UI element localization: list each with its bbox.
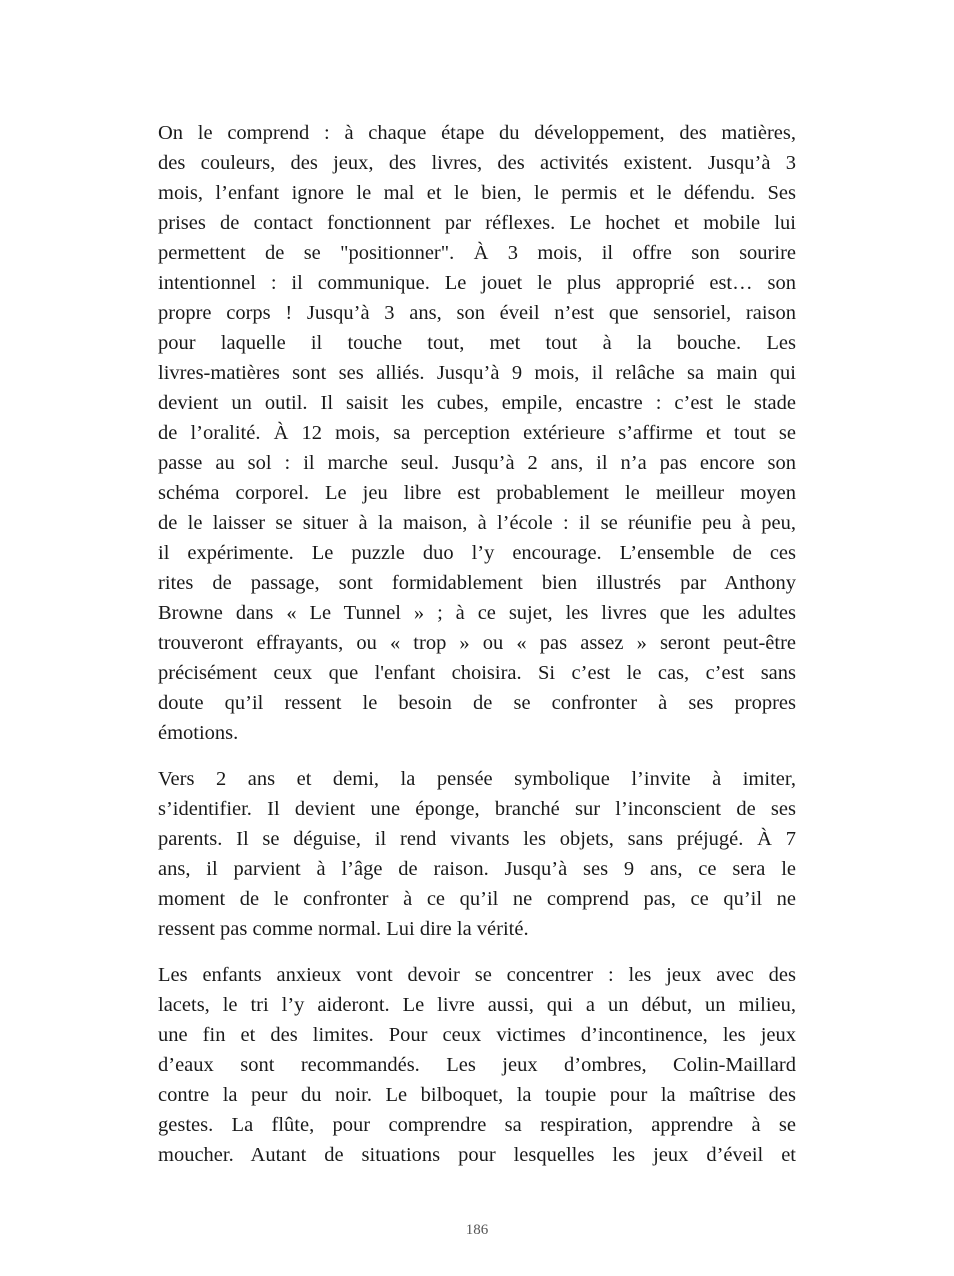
text-line: pour laquelle il touche tout, met tout à la bouche. Les bbox=[158, 332, 796, 354]
text-line: moucher. Autant de situations pour lesquelles les jeux d’éveil et bbox=[158, 1144, 796, 1166]
page-body bbox=[158, 118, 796, 1170]
text-line: Vers 2 ans et demi, la pensée symbolique l’invite à imiter, bbox=[158, 768, 796, 790]
text-line: schéma corporel. Le jeu libre est probablement le meilleur moyen bbox=[158, 482, 796, 504]
text-line: s’identifier. Il devient une éponge, branché sur l’inconscient de ses bbox=[158, 798, 796, 820]
text-line: de le laisser se situer à la maison, à l’école : il se réunifie peu à peu, bbox=[158, 512, 796, 534]
text-line: Les enfants anxieux vont devoir se concentrer : les jeux avec des bbox=[158, 964, 796, 986]
text-line: émotions. bbox=[158, 722, 239, 744]
text-line: livres-matières sont ses alliés. Jusqu’à 9 mois, il relâche sa main qui bbox=[158, 362, 796, 384]
text-line: trouveront effrayants, ou « trop » ou « pas assez » seront peut-être bbox=[158, 632, 796, 654]
text-line: une fin et des limites. Pour ceux victimes d’incontinence, les jeux bbox=[158, 1024, 796, 1046]
text-line: permettent de se "positionner". À 3 mois, il offre son sourire bbox=[158, 242, 796, 264]
paragraph-2 bbox=[158, 764, 796, 944]
page-number: 186 bbox=[465, 1222, 489, 1238]
text-line: lacets, le tri l’y aideront. Le livre aussi, qui a un début, un milieu, bbox=[158, 994, 796, 1016]
text-line: gestes. La flûte, pour comprendre sa respiration, apprendre à se bbox=[158, 1114, 796, 1136]
text-line: moment de le confronter à ce qu’il ne comprend pas, ce qu’il ne bbox=[158, 888, 796, 910]
text-line: ressent pas comme normal. Lui dire la vérité. bbox=[158, 918, 529, 940]
text-line: passe au sol : il marche seul. Jusqu’à 2 ans, il n’a pas encore son bbox=[158, 452, 796, 474]
text-line: On le comprend : à chaque étape du développement, des matières, bbox=[158, 122, 796, 144]
text-line: il expérimente. Le puzzle duo l’y encourage. L’ensemble de ces bbox=[158, 542, 796, 564]
text-line: de l’oralité. À 12 mois, sa perception extérieure s’affirme et tout se bbox=[158, 422, 796, 444]
text-line: devient un outil. Il saisit les cubes, empile, encastre : c’est le stade bbox=[158, 392, 796, 414]
text-line: Browne dans « Le Tunnel » ; à ce sujet, les livres que les adultes bbox=[158, 602, 796, 624]
text-line: doute qu’il ressent le besoin de se confronter à ses propres bbox=[158, 692, 796, 714]
text-line: parents. Il se déguise, il rend vivants les objets, sans préjugé. À 7 bbox=[158, 828, 796, 850]
text-line: prises de contact fonctionnent par réflexes. Le hochet et mobile lui bbox=[158, 212, 796, 234]
text-line: contre la peur du noir. Le bilboquet, la toupie pour la maîtrise des bbox=[158, 1084, 796, 1106]
text-line: précisément ceux que l'enfant choisira. Si c’est le cas, c’est sans bbox=[158, 662, 796, 684]
text-line: ans, il parvient à l’âge de raison. Jusqu’à ses 9 ans, ce sera le bbox=[158, 858, 796, 880]
text-line: rites de passage, sont formidablement bien illustrés par Anthony bbox=[158, 572, 796, 594]
text-line: mois, l’enfant ignore le mal et le bien, le permis et le défendu. Ses bbox=[158, 182, 796, 204]
paragraph-3 bbox=[158, 960, 796, 1170]
text-line: propre corps ! Jusqu’à 3 ans, son éveil n’est que sensoriel, raison bbox=[158, 302, 796, 324]
text-line: intentionnel : il communique. Le jouet le plus approprié est… son bbox=[158, 272, 796, 294]
text-line: des couleurs, des jeux, des livres, des activités existent. Jusqu’à 3 bbox=[158, 152, 796, 174]
text-line: d’eaux sont recommandés. Les jeux d’ombres, Colin-Maillard bbox=[158, 1054, 796, 1076]
paragraph-1 bbox=[158, 118, 796, 748]
